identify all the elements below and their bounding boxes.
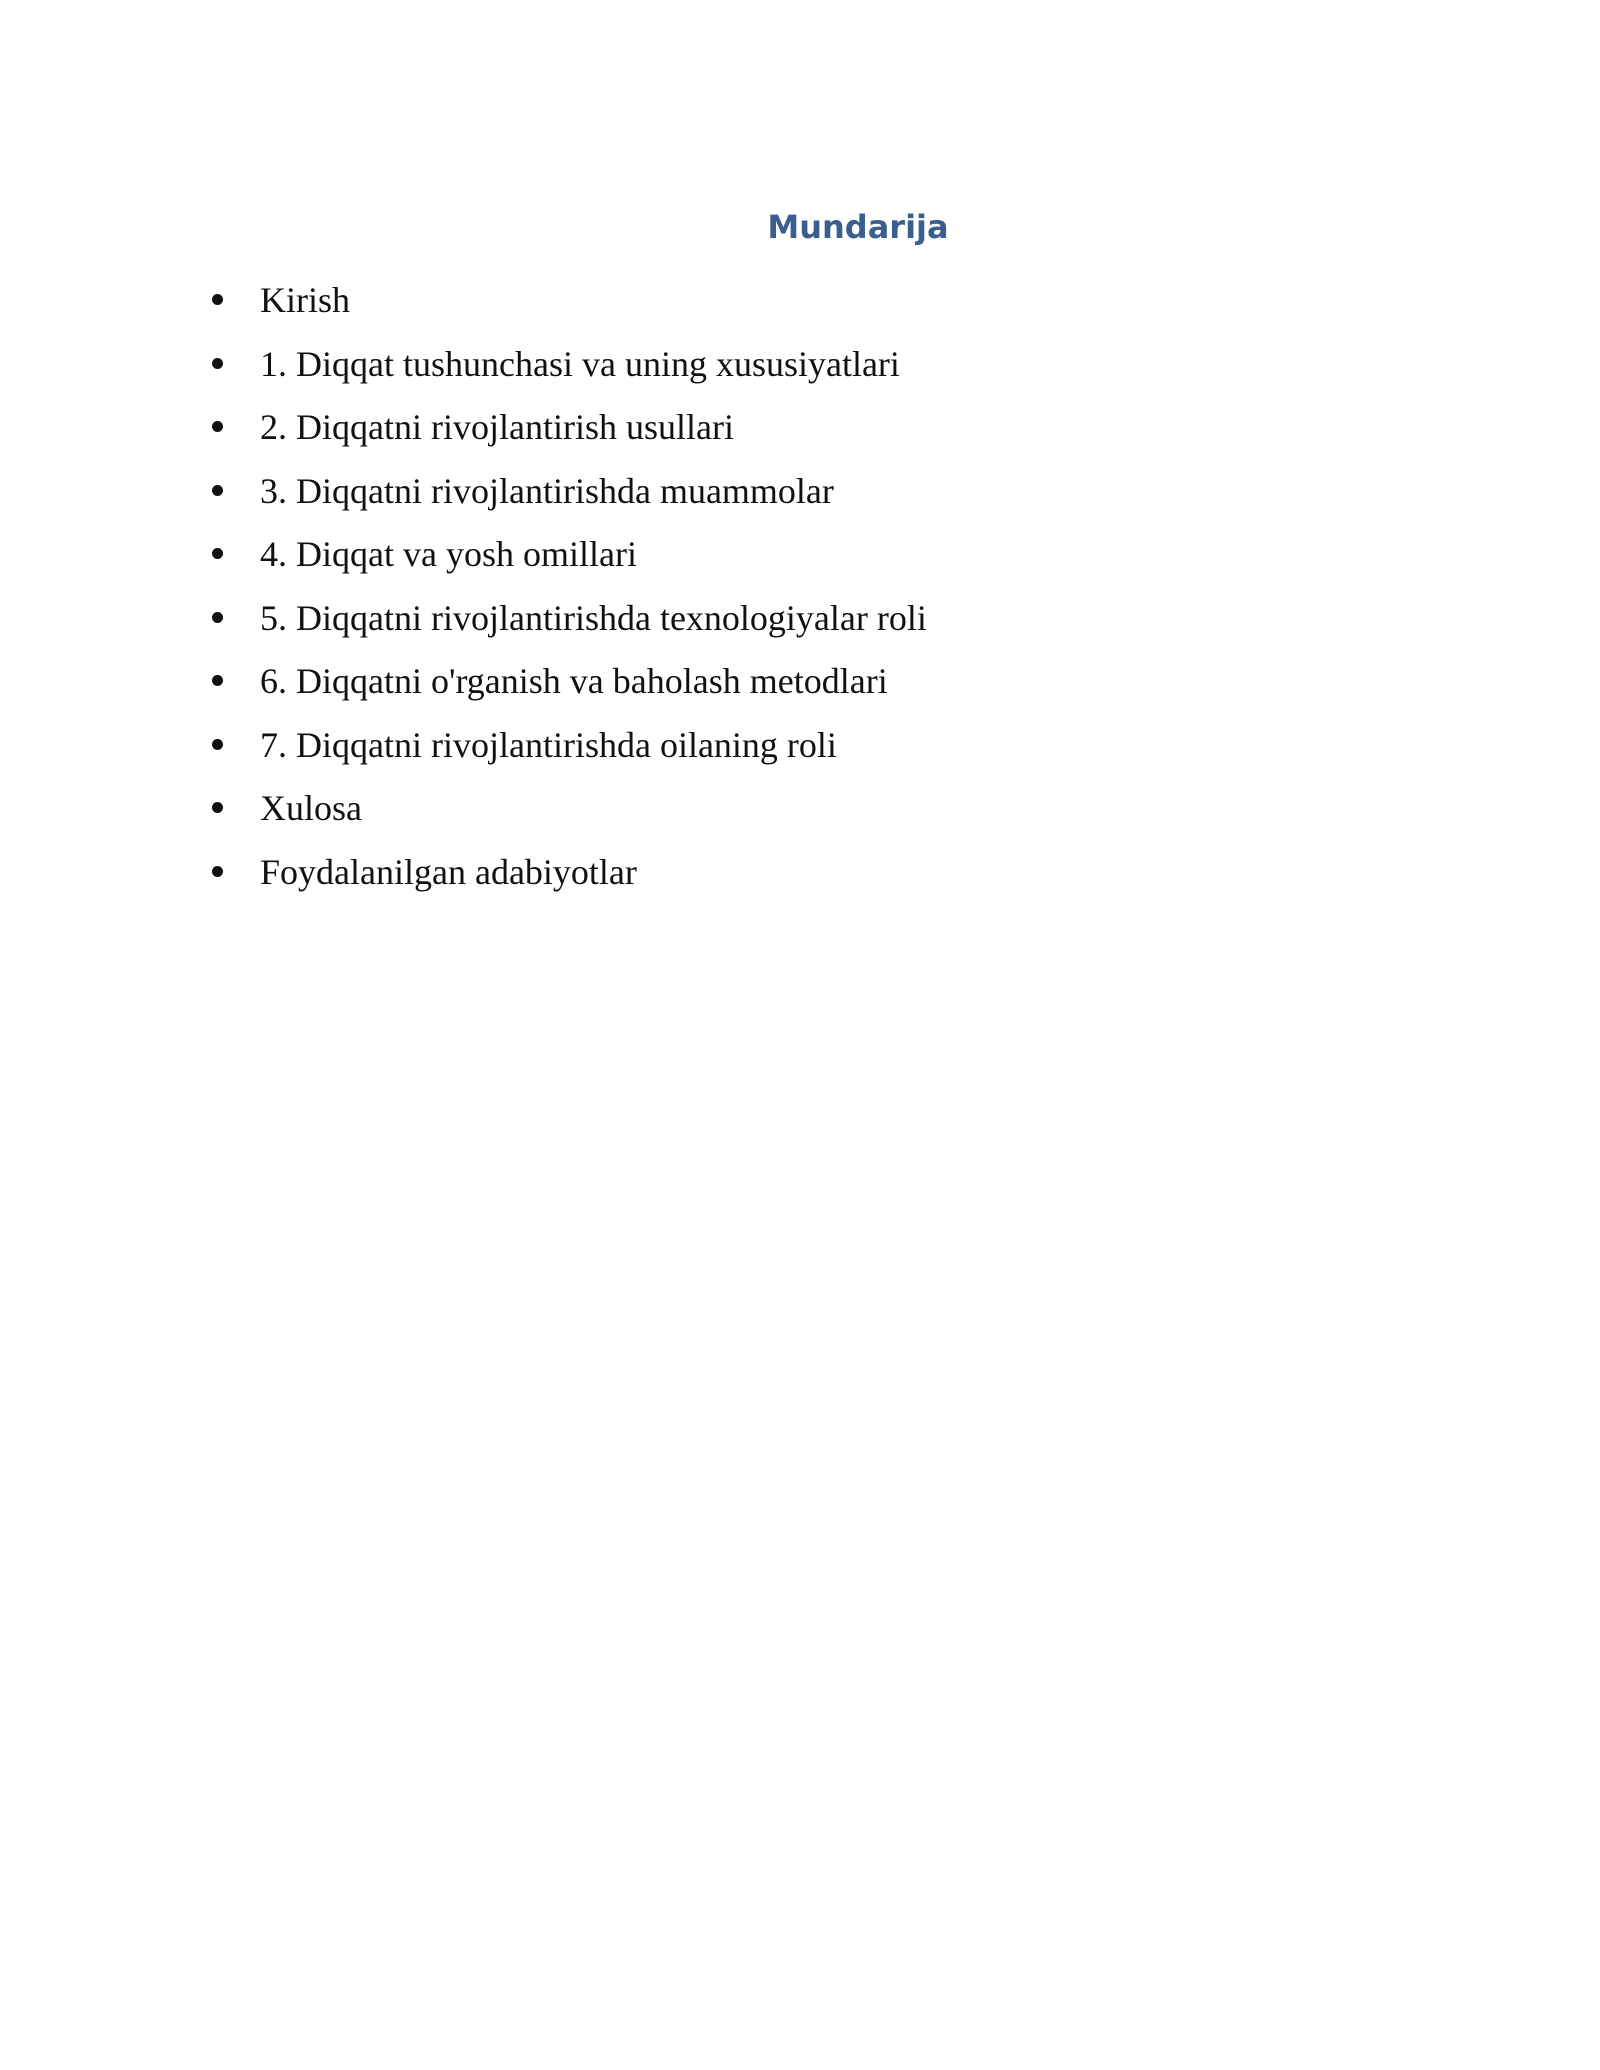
bullet-icon [212,802,223,813]
toc-item-label: 5. Diqqatni rivojlantirishda texnologiyalar roli [260,597,927,638]
bullet-icon [212,358,223,369]
toc-item-label: 7. Diqqatni rivojlantirishda oilaning roli [260,724,837,765]
page-title: Mundarija [767,208,949,246]
toc-item-label: Foydalanilgan adabiyotlar [260,851,637,892]
toc-item-label: 4. Diqqat va yosh omillari [260,534,637,574]
toc-item-label: 6. Diqqatni o'rganish va baholash metodlari [260,661,888,701]
bullet-icon [212,739,223,750]
toc-item-label: 2. Diqqatni rivojlantirish usullari [260,407,734,447]
toc-item-label: 1. Diqqat tushunchasi va uning xususiyatlari [260,343,900,384]
bullet-icon [212,612,223,623]
bullet-icon [212,485,223,496]
bullet-icon [212,548,223,559]
bullet-icon [212,294,223,305]
toc-item-label: Xulosa [260,788,362,828]
bullet-icon [212,866,223,877]
bullet-icon [212,675,223,686]
bullet-icon [212,421,223,432]
toc-item-label: Kirish [260,280,350,320]
toc-item-label: 3. Diqqatni rivojlantirishda muammolar [260,470,834,511]
